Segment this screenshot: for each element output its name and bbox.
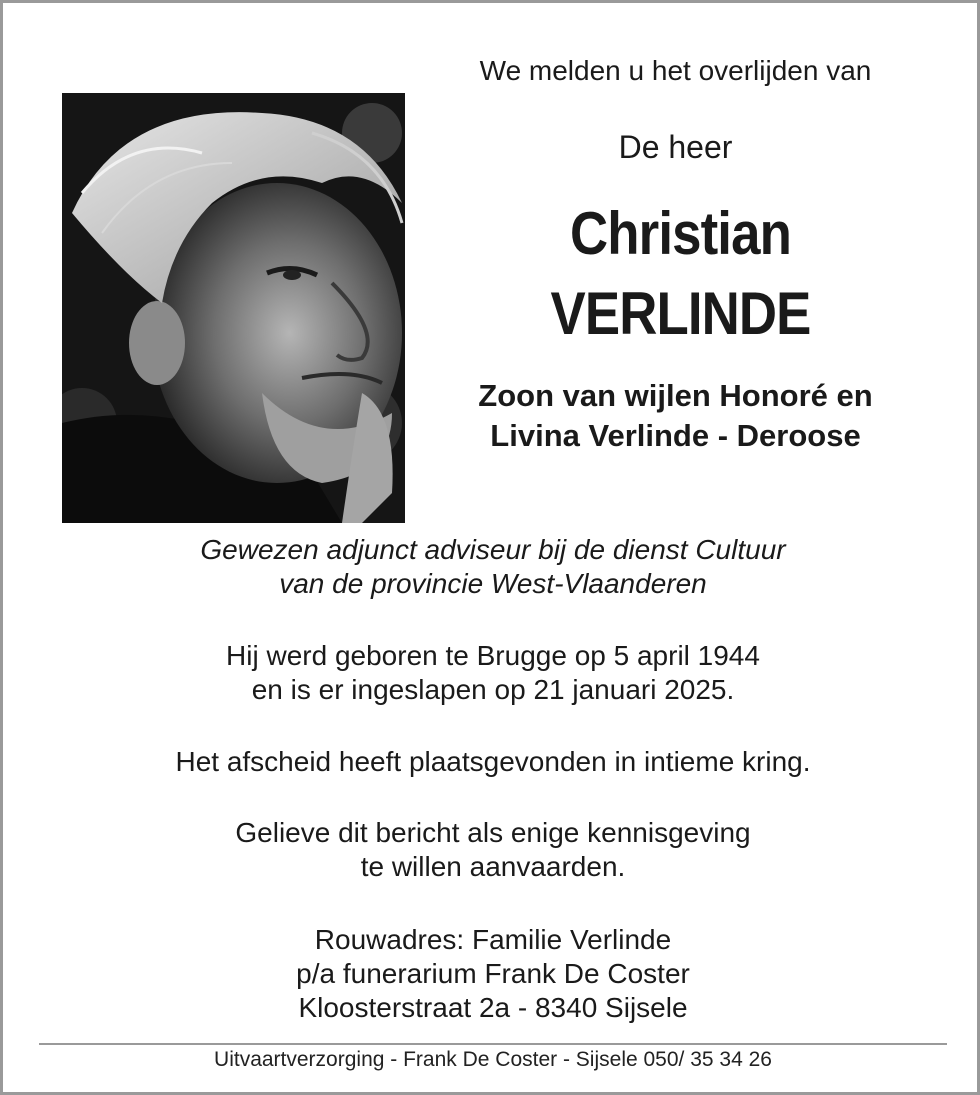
dates-line-1: Hij werd geboren te Brugge op 5 april 1944 <box>226 640 760 671</box>
dates-line-2: en is er ingeslapen op 21 januari 2025. <box>251 674 735 705</box>
request-line-2: te willen aanvaarden. <box>360 851 626 882</box>
funeral-director-footer: Uitvaartverzorging - Frank De Coster - Sijsele 050/ 35 34 26 <box>214 1048 772 1071</box>
address-line-2: p/a funerarium Frank De Coster <box>296 958 690 989</box>
mourning-address <box>3 923 980 1025</box>
occupation-text <box>3 533 980 601</box>
honorific-title: De heer <box>618 129 733 165</box>
parents-line-2: Livina Verlinde - Deroose <box>490 418 861 453</box>
occupation-line-1: Gewezen adjunct adviseur bij de dienst Cultuur <box>200 534 786 565</box>
deceased-last-name: VERLINDE <box>550 280 811 347</box>
address-line-1: Rouwadres: Familie Verlinde <box>314 924 672 955</box>
request-line-1: Gelieve dit bericht als enige kennisgeving <box>235 817 751 848</box>
parents-text <box>403 376 948 456</box>
deceased-first-name: Christian <box>570 200 791 267</box>
farewell-text: Het afscheid heeft plaatsgevonden in intieme kring. <box>175 746 811 777</box>
request-text <box>3 816 980 884</box>
announcement-text: We melden u het overlijden van <box>479 55 872 86</box>
footer-divider <box>39 1043 947 1045</box>
portrait-photo <box>62 93 405 523</box>
address-line-3: Kloosterstraat 2a - 8340 Sijsele <box>298 992 688 1023</box>
dates-text <box>3 639 980 707</box>
parents-line-1: Zoon van wijlen Honoré en <box>478 378 873 413</box>
occupation-line-2: van de provincie West-Vlaanderen <box>279 568 707 599</box>
